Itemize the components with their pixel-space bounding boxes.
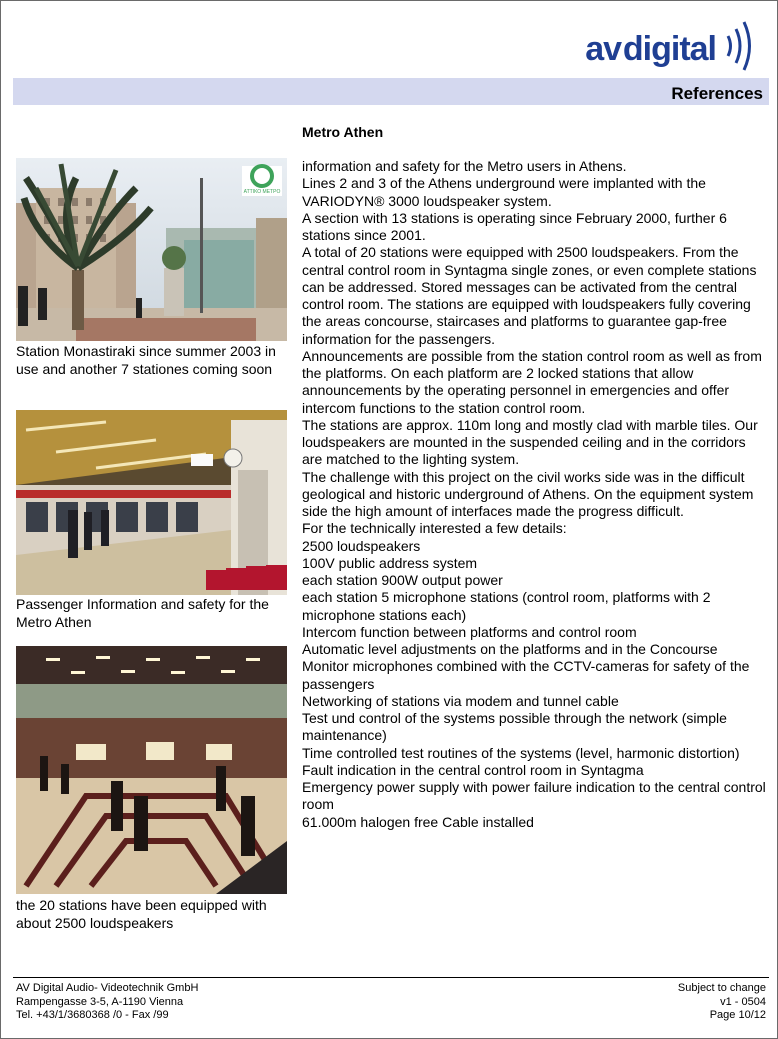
- sound-waves-icon: [722, 16, 764, 76]
- company-address: Rampengasse 3-5, A-1190 Vienna: [16, 995, 184, 1008]
- detail-item: Time controlled test routines of the systems (level, harmonic distortion): [302, 744, 740, 761]
- body-paragraph: For the technically interested a few details:: [302, 520, 567, 537]
- article-title: Metro Athen: [302, 124, 384, 140]
- detail-item: Automatic level adjustments on the platforms and in the Concourse: [302, 641, 718, 657]
- page-number: Page 10/12: [709, 1009, 766, 1021]
- detail-item: Monitor microphones combined with the CCTV-cameras for safety of the passengers: [302, 658, 750, 692]
- metro-badge-text: ΑΤΤΙΚΟ ΜΕΤΡΟ: [243, 189, 281, 195]
- photo-caption: Station Monastiraki since summer 2003 in use and another 7 stationes coming soon: [16, 343, 276, 377]
- photo-caption: Passenger Information and safety for the Metro Athen: [16, 596, 269, 630]
- document-version: v1 - 0504: [720, 995, 766, 1008]
- av-digital-logo: [524, 16, 764, 76]
- detail-item: Test und control of the systems possible through the network (simple maintenance): [302, 710, 727, 744]
- detail-item: 2500 loudspeakers: [302, 537, 421, 554]
- logo-word: digital: [622, 30, 716, 68]
- detail-item: Emergency power supply with power failure indication to the central control room: [302, 779, 766, 813]
- detail-item: Fault indication in the central control room in Syntagma: [302, 761, 644, 778]
- photo-platform-train: [16, 410, 287, 595]
- section-header-bar: [13, 78, 769, 105]
- detail-item: 61.000m halogen free Cable installed: [302, 813, 534, 830]
- subject-to-change: Subject to change: [677, 982, 766, 994]
- body-paragraph: The stations are approx. 110m long and mostly clad with marble tiles. Our loudspeakers are mounted in the suspended ceiling and in the corridors are matched to the lighting system.: [302, 416, 758, 468]
- footer-divider: [13, 977, 769, 978]
- body-paragraph: Announcements are possible from the station control room as well as from the platforms. On each platform are 2 locked stations that allow announcements by the operating personnel in emergencies and offer intercom functions to the station control room.: [302, 347, 762, 416]
- footer-address: [16, 982, 198, 1023]
- body-paragraph: A total of 20 stations were equipped with 2500 loudspeakers. From the central control room in Syntagma single zones, or even complete stations can be addressed. Stored messages can be activated from the central control room. The stations are equipped with loudspeakers fully covering the areas concourse, staircases and platforms to guarantee gap-free information for the passengers.: [302, 244, 757, 347]
- detail-item: each station 5 microphone stations (control room, platforms with 2 microphone stations each): [302, 589, 711, 623]
- detail-item: 100V public address system: [302, 554, 478, 571]
- footer-meta: [678, 982, 766, 1023]
- logo-prefix: av: [585, 30, 622, 68]
- company-phone: Tel. +43/1/3680368 /0 - Fax /99: [16, 1009, 169, 1021]
- photo-station-monastiraki: [16, 158, 287, 341]
- article-body: [302, 158, 767, 831]
- body-paragraph: Lines 2 and 3 of the Athens underground were implanted with the VARIODYN® 3000 loudspeaker system.: [302, 175, 706, 209]
- section-title: References: [671, 84, 763, 103]
- company-name: AV Digital Audio- Videotechnik GmbH: [16, 982, 199, 994]
- body-paragraph: The challenge with this project on the civil works side was in the difficult geological and historic underground of Athens. On the equipment system side the high amount of interfaces made the progress difficult.: [302, 468, 754, 519]
- logo-wordmark: [585, 30, 716, 69]
- detail-item: Networking of stations via modem and tunnel cable: [302, 692, 619, 709]
- detail-item: each station 900W output power: [302, 572, 503, 588]
- photo-caption: the 20 stations have been equipped with about 2500 loudspeakers: [16, 897, 267, 931]
- body-paragraph: information and safety for the Metro users in Athens.: [302, 158, 627, 174]
- photo-concourse: [16, 646, 287, 894]
- body-paragraph: A section with 13 stations is operating since February 2000, further 6 stations since 2001.: [302, 209, 727, 243]
- detail-item: Intercom function between platforms and control room: [302, 623, 637, 640]
